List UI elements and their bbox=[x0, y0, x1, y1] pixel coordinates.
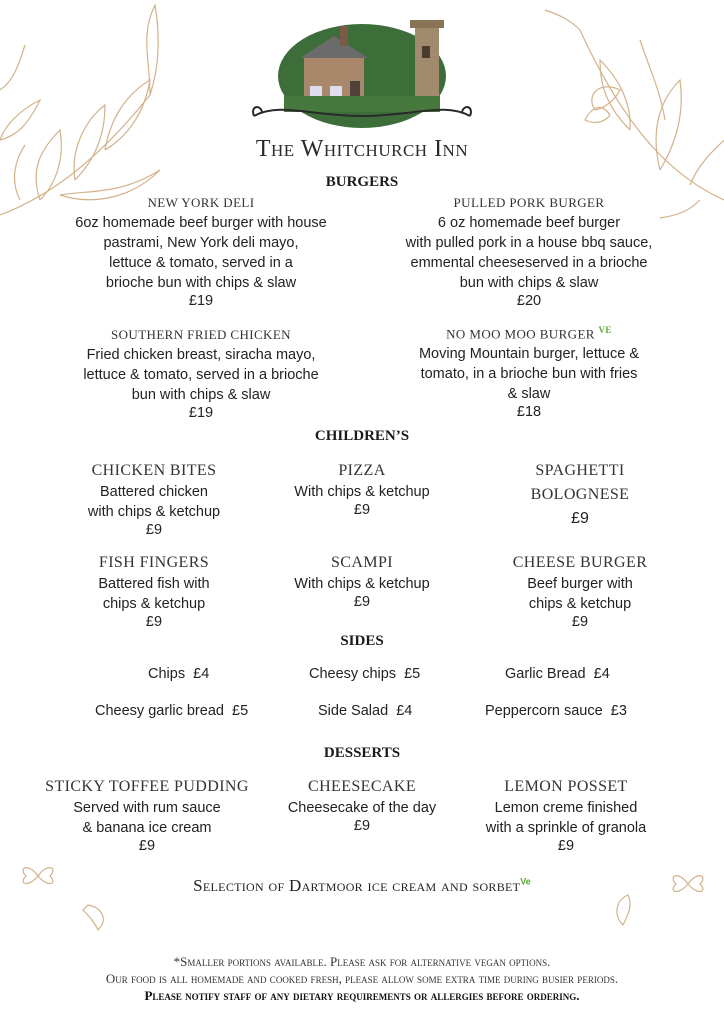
dish-desc: Battered chicken bbox=[99, 484, 208, 500]
side-label: Side Salad bbox=[318, 703, 389, 719]
dish-name: STICKY TOFFEE PUDDING bbox=[45, 778, 249, 795]
dish-price: £9 bbox=[353, 502, 371, 518]
side-label: Peppercorn sauce bbox=[485, 703, 603, 719]
dish-desc: with pulled pork in a house bbq sauce, bbox=[405, 235, 653, 251]
side-label: Cheesy chips bbox=[309, 666, 397, 682]
side-item bbox=[505, 666, 610, 682]
menu-item bbox=[54, 554, 254, 630]
icecream-line bbox=[0, 876, 724, 896]
menu-item bbox=[480, 462, 680, 528]
dish-price: £20 bbox=[516, 293, 542, 309]
dish-desc: Fried chicken breast, siracha mayo, bbox=[86, 347, 316, 363]
butterfly-right-low-icon bbox=[608, 890, 642, 930]
dish-name: NO MOO MOO BURGER bbox=[446, 326, 595, 342]
footer-note-allergies: Please notify staff of any dietary requirements or allergies before ordering. bbox=[144, 988, 580, 1003]
dish-name: BOLOGNESE bbox=[530, 486, 630, 503]
dish-desc: 6 oz homemade beef burger bbox=[437, 215, 621, 231]
vegan-badge: VE bbox=[598, 325, 612, 335]
side-label: Cheesy garlic bread bbox=[95, 703, 224, 719]
dish-desc: bun with chips & slaw bbox=[131, 387, 271, 403]
side-price: £5 bbox=[232, 703, 249, 719]
menu-item bbox=[388, 325, 670, 420]
dish-name: CHEESE BURGER bbox=[512, 554, 648, 571]
menu-item bbox=[60, 195, 342, 309]
dish-desc: & slaw bbox=[507, 386, 551, 403]
side-label: Chips bbox=[148, 666, 186, 682]
dish-price: £9 bbox=[145, 522, 163, 538]
dish-name: PULLED PORK BURGER bbox=[453, 195, 605, 210]
dish-desc: bun with chips & slaw bbox=[459, 275, 599, 291]
vegan-badge: Ve bbox=[520, 876, 531, 887]
dish-desc: Cheesecake of the day bbox=[287, 800, 437, 816]
dish-price: £18 bbox=[516, 404, 542, 421]
dish-desc: With chips & ketchup bbox=[294, 484, 430, 500]
dish-desc: tomato, in a brioche bun with fries bbox=[420, 366, 638, 383]
side-price: £5 bbox=[404, 666, 421, 682]
side-item bbox=[318, 703, 412, 719]
side-item bbox=[148, 666, 209, 682]
side-price: £4 bbox=[396, 703, 413, 719]
dish-name: PIZZA bbox=[338, 462, 386, 479]
section-heading-burgers: BURGERS bbox=[325, 174, 399, 190]
dish-desc: 6oz homemade beef burger with house bbox=[75, 215, 327, 231]
menu-item bbox=[32, 778, 262, 854]
side-item bbox=[485, 703, 627, 719]
dish-price: £9 bbox=[571, 510, 589, 527]
dish-desc: lettuce & tomato, served in a bbox=[109, 255, 293, 271]
section-heading-childrens: CHILDREN’S bbox=[314, 428, 410, 444]
dish-name: CHEESECAKE bbox=[308, 778, 416, 795]
menu-item bbox=[262, 554, 462, 610]
dish-price: £9 bbox=[353, 818, 371, 834]
dish-price: £19 bbox=[188, 293, 214, 309]
menu-item bbox=[480, 554, 680, 630]
dish-price: £9 bbox=[571, 614, 589, 630]
side-price: £4 bbox=[593, 666, 610, 682]
dish-desc: with chips & ketchup bbox=[87, 504, 221, 520]
page-title: The Whitchurch Inn bbox=[255, 136, 469, 162]
menu-item bbox=[388, 195, 670, 309]
dish-desc: with a sprinkle of granola bbox=[485, 820, 647, 836]
dish-name: FISH FINGERS bbox=[98, 554, 210, 571]
dish-price: £19 bbox=[188, 405, 214, 421]
side-item bbox=[95, 703, 248, 719]
dish-desc: pastrami, New York deli mayo, bbox=[103, 235, 299, 251]
menu-item bbox=[466, 778, 666, 854]
dish-desc: & banana ice cream bbox=[82, 820, 212, 836]
dish-name: SCAMPI bbox=[331, 554, 393, 571]
section-heading-desserts: DESSERTS bbox=[323, 745, 401, 761]
pub-illustration-icon bbox=[250, 16, 474, 128]
dish-desc: chips & ketchup bbox=[102, 596, 206, 612]
footer-note-portions: *Smaller portions available. Please ask for alternative vegan options. bbox=[173, 954, 551, 969]
menu-item bbox=[262, 462, 462, 518]
dish-name: LEMON POSSET bbox=[504, 778, 628, 795]
dish-name: NEW YORK DELI bbox=[147, 195, 255, 210]
dish-name: SPAGHETTI bbox=[535, 462, 625, 479]
dish-name: SOUTHERN FRIED CHICKEN bbox=[111, 327, 291, 342]
dish-price: £9 bbox=[138, 838, 156, 854]
dish-desc: emmental cheeseserved in a brioche bbox=[410, 255, 648, 271]
dish-desc: Beef burger with bbox=[527, 576, 633, 592]
butterfly-left-low-icon bbox=[78, 900, 112, 934]
dish-desc: Battered fish with bbox=[98, 576, 210, 592]
side-label: Garlic Bread bbox=[505, 666, 586, 682]
side-price: £4 bbox=[193, 666, 210, 682]
side-price: £3 bbox=[610, 703, 627, 719]
dish-price: £9 bbox=[557, 838, 575, 854]
menu-item bbox=[54, 462, 254, 538]
dish-price: £9 bbox=[145, 614, 163, 630]
menu-item bbox=[60, 327, 342, 421]
dish-price: £9 bbox=[353, 594, 371, 610]
dish-desc: chips & ketchup bbox=[528, 596, 632, 612]
footer-note-homemade: Our food is all homemade and cooked fresh, please allow some extra time during busier periods. bbox=[105, 971, 619, 986]
side-item bbox=[309, 666, 420, 682]
dish-name: CHICKEN BITES bbox=[91, 462, 217, 479]
dish-desc: With chips & ketchup bbox=[294, 576, 430, 592]
menu-item bbox=[262, 778, 462, 834]
dish-desc: Served with rum sauce bbox=[73, 800, 221, 816]
icecream-text: Selection of Dartmoor ice cream and sorbet bbox=[193, 876, 521, 895]
dish-desc: brioche bun with chips & slaw bbox=[105, 275, 297, 291]
section-heading-sides: SIDES bbox=[340, 633, 384, 649]
dish-desc: Moving Mountain burger, lettuce & bbox=[418, 346, 640, 363]
dish-desc: lettuce & tomato, served in a brioche bbox=[83, 367, 319, 383]
dish-desc: Lemon creme finished bbox=[494, 800, 638, 816]
